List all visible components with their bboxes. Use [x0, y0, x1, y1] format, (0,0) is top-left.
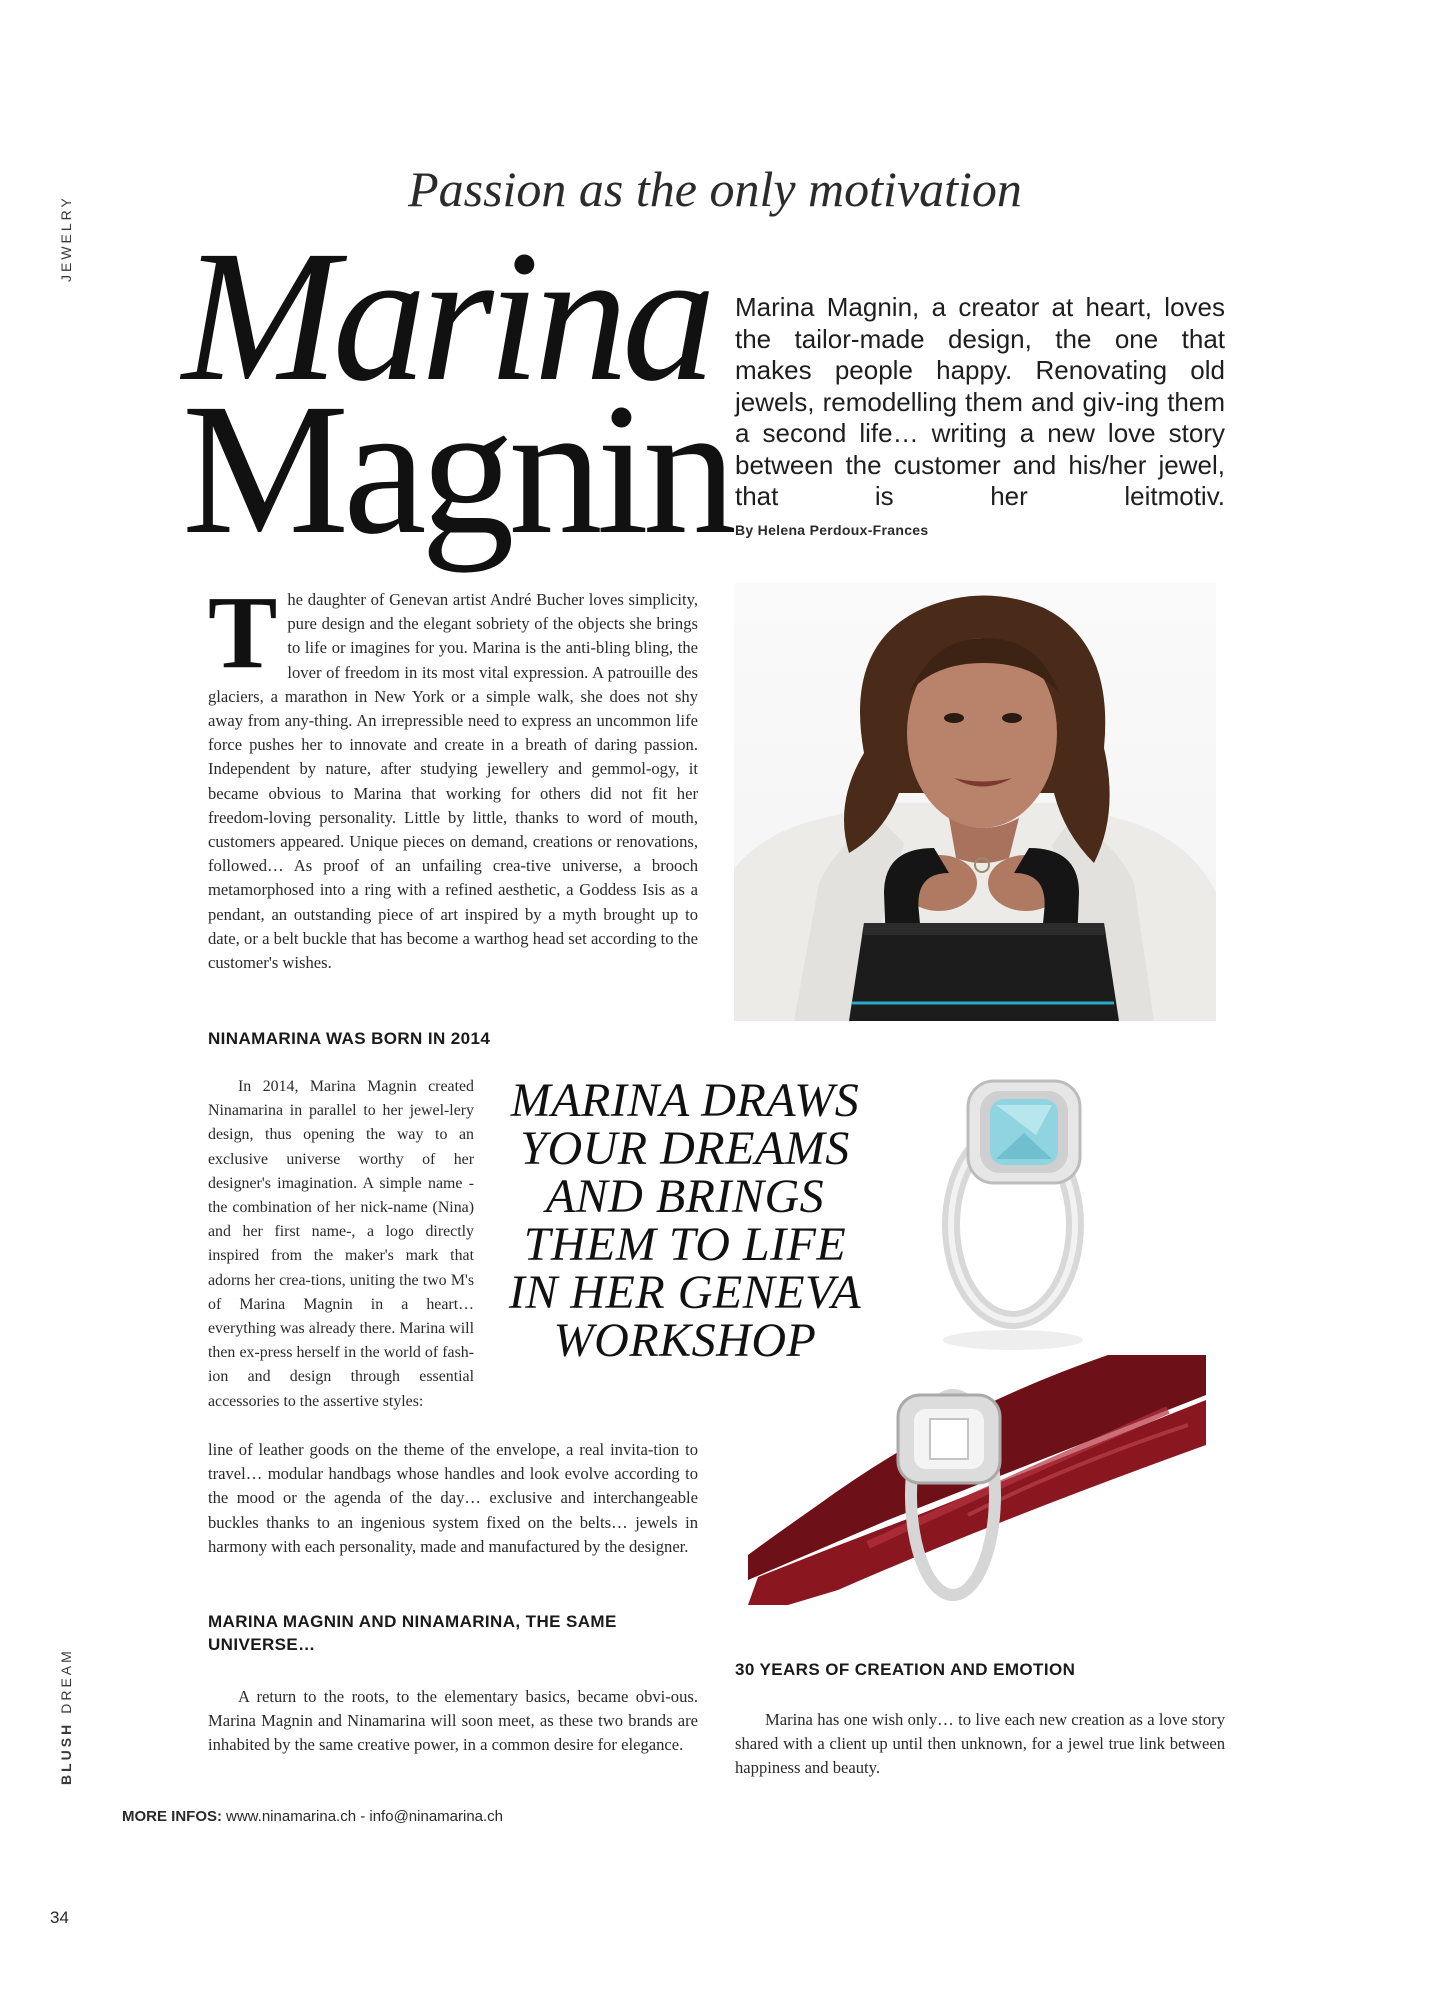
- more-infos: [122, 1808, 503, 1825]
- intro-paragraph: Marina Magnin, a creator at heart, loves the tailor-made design, the one that makes people happy. Renovating old jewels, remodelling them and giv-ing them a second life… writing a new love story between the customer and his/her jewel, that is her leitmotiv.: [735, 292, 1225, 511]
- tagline: Passion as the only motivation: [408, 161, 1022, 217]
- ninamarina-text-wide: line of leather goods on the theme of the envelope, a real invita-tion to travel… modular handbags whose handles and look evolve according to the mood or the agenda of the day… exclusive and interchangeable buckles thanks to an ingenious system fixed on the belts… jewels in harmony with each personality, made and manufactured by the designer.: [208, 1440, 698, 1556]
- heading-ninamarina-born: NINAMARINA WAS BORN IN 2014: [208, 1029, 491, 1048]
- dropcap: T: [208, 575, 278, 690]
- more-infos-contact[interactable]: www.ninamarina.ch - info@ninamarina.ch: [226, 1808, 504, 1825]
- heading-same-universe: MARINA MAGNIN AND NINAMARINA, THE SAME UNIVERSE…: [208, 1612, 617, 1654]
- magazine-label: [58, 1648, 74, 1785]
- article-intro-text: he daughter of Genevan artist André Bucher loves simplicity, pure design and the elegant sobriety of the objects she brings to life or imagines for you. Marina is the anti-bling bling, the lover of freedom in its most vital expression. A patrouille des glaciers, a marathon in New York or a simple walk, she does not shy away from any-thing. An irrepressible need to express an uncommon life force pushes her to innovate and create in a breath of daring passion. Independent by nature, after studying jewellery and gemmol-ogy, it became obvious to Marina that working for others did not fit her freedom-loving personality. Little by little, thanks to word of mouth, customers appeared. Unique pieces on demand, creations or renovations, followed… As proof of an unfailing crea-tive universe, a brooch metamorphosed into a ring with a refined aesthetic, a Goddess Isis as a pendant, an outstanding piece of art inspired by a myth brought up to date, or a belt buckle that has become a warthog head set according to the customer's wishes.: [208, 590, 698, 973]
- aquamarine-ring-photo: [918, 1075, 1130, 1355]
- more-infos-label: MORE INFOS:: [122, 1808, 222, 1825]
- title-first-name: Marina: [182, 211, 710, 420]
- diamond-ring-on-velvet-photo: [748, 1355, 1206, 1605]
- byline: By Helena Perdoux-Frances: [735, 522, 929, 538]
- pull-quote: MARINA DRAWS YOUR DREAMS AND BRINGS THEM TO LIFE IN HER GENEVA WORKSHOP: [508, 1074, 862, 1367]
- same-universe-text: A return to the roots, to the elementary basics, became obvi-ous. Marina Magnin and Ninamarina will soon meet, as these two brands are inhabited by the same creative power, in a common desire for elegance.: [208, 1687, 698, 1755]
- portrait-photo: [734, 583, 1216, 1021]
- heading-30-years: 30 YEARS OF CREATION AND EMOTION: [735, 1660, 1076, 1679]
- title-last-name: Magnin: [182, 364, 731, 573]
- page-number: 34: [50, 1908, 69, 1927]
- magazine-issue: DREAM: [58, 1648, 74, 1714]
- magazine-brand: BLUSH: [58, 1721, 74, 1785]
- article-intro: [208, 575, 698, 975]
- 30-years-text: Marina has one wish only… to live each new creation as a love story shared with a client up until then unknown, for a jewel true link between happiness and beauty.: [735, 1710, 1225, 1778]
- ninamarina-text-narrow: In 2014, Marina Magnin created Ninamarina in parallel to her jewel-lery design, thus opening the way to an exclusive universe worthy of her designer's imagination. A simple name -the combination of her nick-name (Nina) and her first name-, a logo directly inspired from the maker's mark that adorns her crea-tions, uniting the two M's of Marina Magnin in a heart… everything was already there. Marina will then ex-press herself in the world of fash-ion and design through essential accessories to the assertive styles:: [208, 1078, 474, 1410]
- section-label: JEWELRY: [58, 195, 74, 282]
